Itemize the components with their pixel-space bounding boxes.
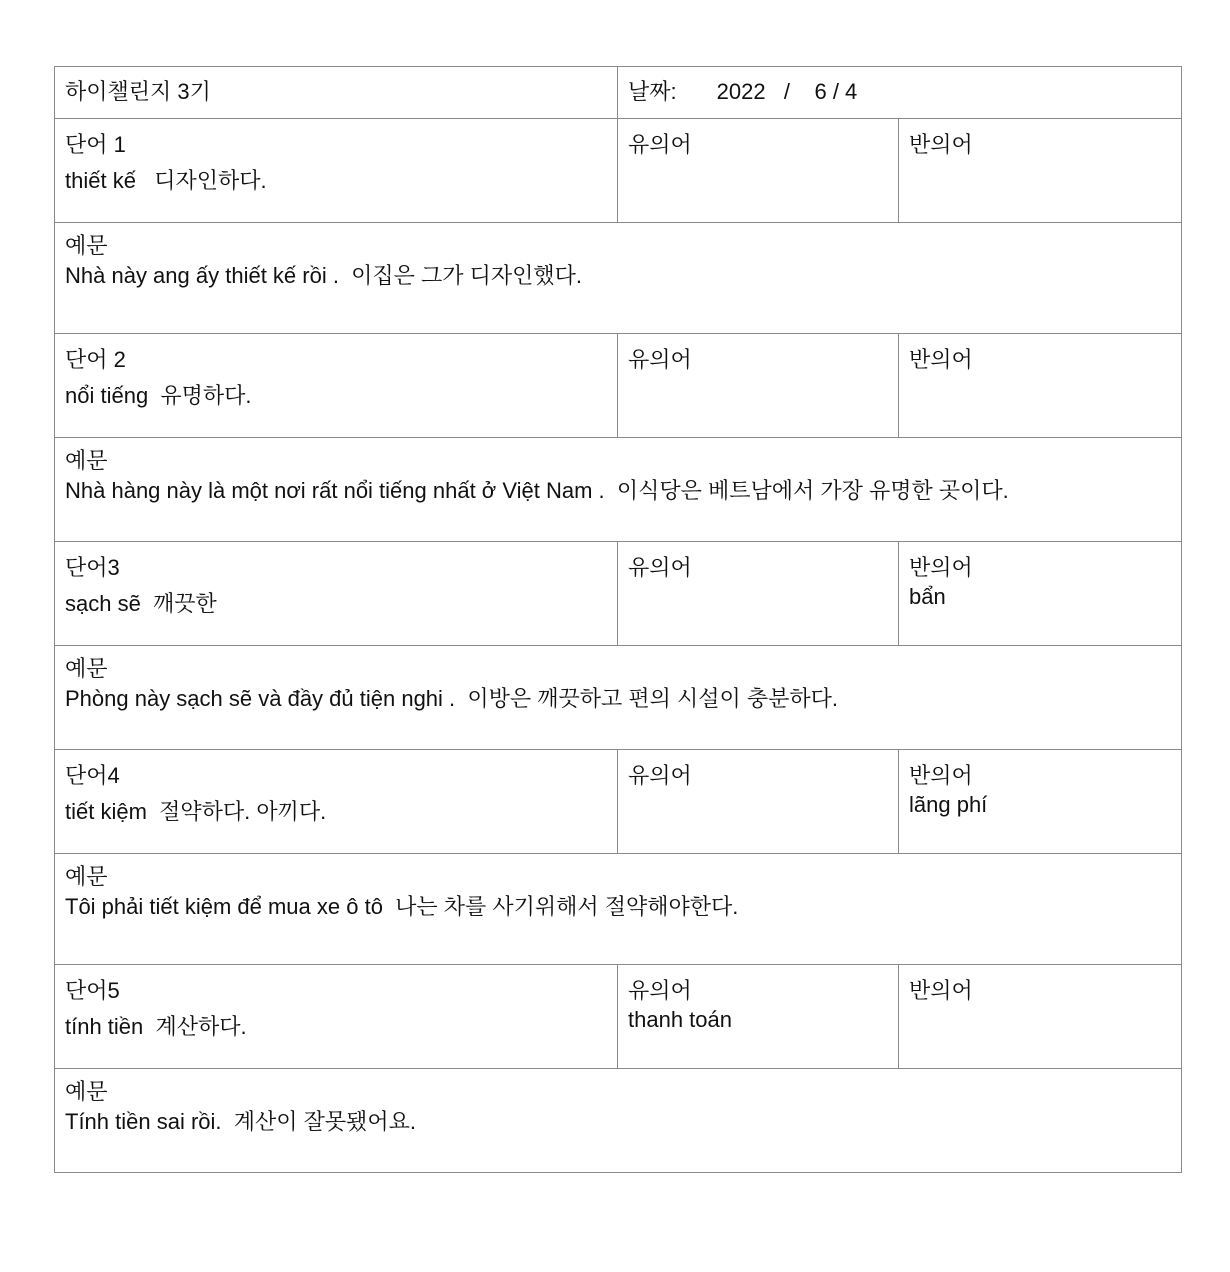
example-cell [55, 646, 1182, 750]
word-text: thiết kế 디자인하다. [65, 168, 267, 193]
example-cell [55, 1069, 1182, 1173]
example-row-1 [55, 223, 1182, 334]
title-cell [55, 67, 618, 119]
header-row [55, 67, 1182, 119]
word-text: sạch sẽ 깨끗한 [65, 591, 217, 616]
example-cell [55, 438, 1182, 542]
word-row-2 [55, 334, 1182, 438]
sheet-title: 하이챌린지 3기 [65, 79, 211, 104]
antonym-cell [899, 965, 1182, 1069]
example-label: 예문 [65, 448, 108, 473]
synonym-label: 유의어 [628, 132, 692, 157]
word-label: 단어4 [65, 763, 120, 788]
example-row-3 [55, 646, 1182, 750]
antonym-label: 반의어 [909, 978, 973, 1003]
antonym-value: bẩn [909, 584, 946, 609]
example-label: 예문 [65, 864, 108, 889]
word-cell [55, 334, 618, 438]
antonym-label: 반의어 [909, 555, 973, 580]
example-cell [55, 854, 1182, 965]
synonym-cell [618, 542, 899, 646]
antonym-cell [899, 750, 1182, 854]
example-label: 예문 [65, 1079, 108, 1104]
synonym-value: thanh toán [628, 1007, 732, 1032]
antonym-value: lãng phí [909, 792, 988, 817]
example-label: 예문 [65, 233, 108, 258]
synonym-label: 유의어 [628, 555, 692, 580]
synonym-label: 유의어 [628, 978, 692, 1003]
word-text: nổi tiếng 유명하다. [65, 383, 252, 408]
antonym-label: 반의어 [909, 347, 973, 372]
example-text: Phòng này sạch sẽ và đầy đủ tiện nghi . 이방은 깨끗하고 편의 시설이 충분하다. [65, 686, 838, 711]
word-cell [55, 750, 618, 854]
word-cell [55, 119, 618, 223]
example-text: Nhà này ang ấy thiết kế rồi . 이집은 그가 디자인했다. [65, 263, 583, 288]
date-value: 2022 / 6 / 4 [716, 79, 858, 104]
example-row-2 [55, 438, 1182, 542]
word-label: 단어3 [65, 555, 120, 580]
word-label: 단어 1 [65, 132, 126, 157]
synonym-label: 유의어 [628, 763, 692, 788]
word-row-1 [55, 119, 1182, 223]
synonym-cell [618, 750, 899, 854]
word-text: tiết kiệm 절약하다. 아끼다. [65, 799, 327, 824]
word-text: tính tiền 계산하다. [65, 1014, 247, 1039]
antonym-cell [899, 119, 1182, 223]
example-row-4 [55, 854, 1182, 965]
vocabulary-sheet [54, 66, 1182, 1173]
example-text: Tính tiền sai rồi. 계산이 잘못됐어요. [65, 1109, 416, 1134]
word-cell [55, 965, 618, 1069]
date-label: 날짜: [628, 79, 677, 104]
word-label: 단어 2 [65, 347, 126, 372]
synonym-cell [618, 965, 899, 1069]
antonym-cell [899, 542, 1182, 646]
example-label: 예문 [65, 656, 108, 681]
example-text: Nhà hàng này là một nơi rất nổi tiếng nhất ở Việt Nam . 이식당은 베트남에서 가장 유명한 곳이다. [65, 478, 1009, 503]
synonym-label: 유의어 [628, 347, 692, 372]
example-row-5 [55, 1069, 1182, 1173]
example-text: Tôi phải tiết kiệm để mua xe ô tô 나는 차를 사기위해서 절약해야한다. [65, 894, 739, 919]
antonym-label: 반의어 [909, 132, 973, 157]
date-cell [618, 67, 1182, 119]
synonym-cell [618, 119, 899, 223]
word-row-4 [55, 750, 1182, 854]
word-row-5 [55, 965, 1182, 1069]
antonym-cell [899, 334, 1182, 438]
synonym-cell [618, 334, 899, 438]
word-row-3 [55, 542, 1182, 646]
example-cell [55, 223, 1182, 334]
word-cell [55, 542, 618, 646]
antonym-label: 반의어 [909, 763, 973, 788]
word-label: 단어5 [65, 978, 120, 1003]
